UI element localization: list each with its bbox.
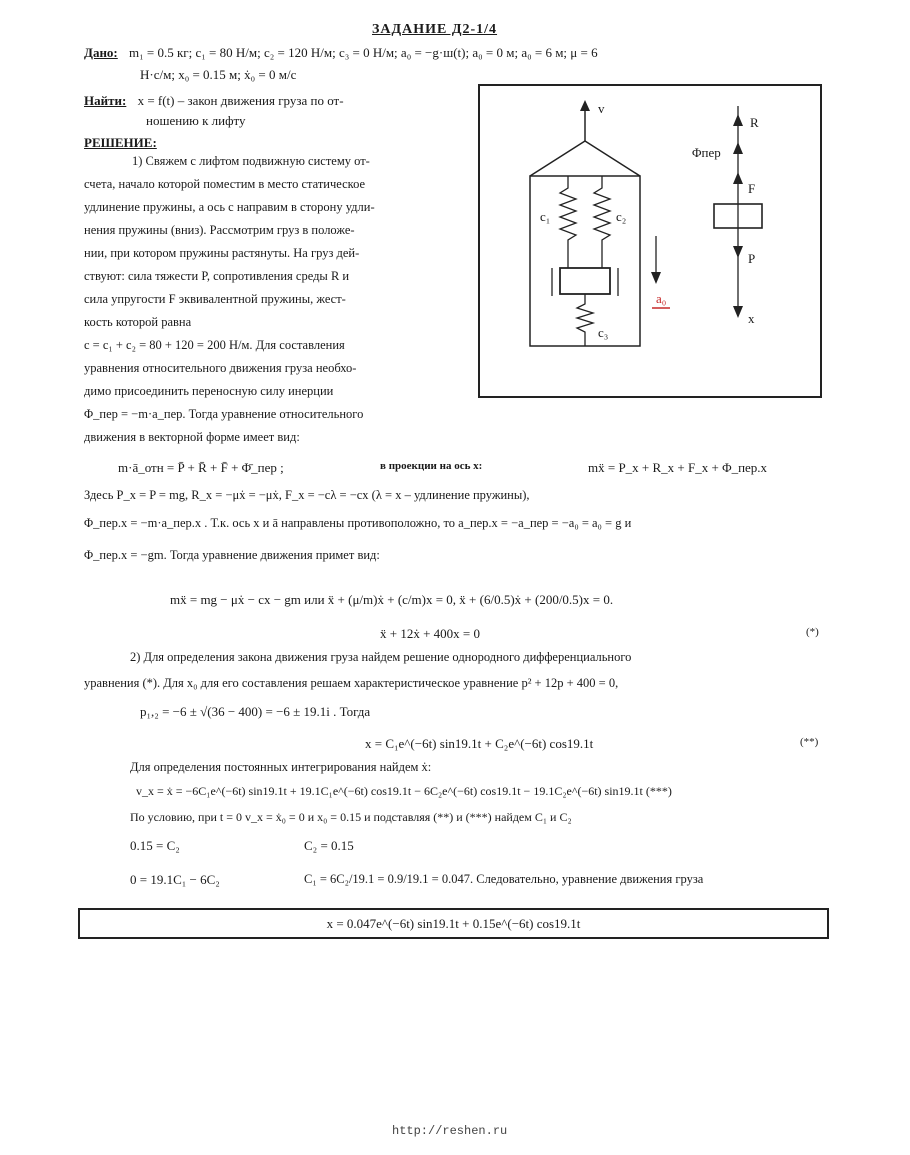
system-eq-2-left: 0 = 19.1C₁ − 6C₂ xyxy=(130,872,220,887)
footer-url: http://reshen.ru xyxy=(392,1124,508,1138)
given-block xyxy=(84,46,598,59)
given-line-2: Н·с/м; x₀ = 0.15 м; ẋ₀ = 0 м/с xyxy=(140,67,297,82)
label-x: x xyxy=(748,311,755,326)
find-block xyxy=(84,94,344,107)
para1-line: димо присоединить переносную силу инерции xyxy=(84,384,334,398)
general-solution: x = C₁e^(−6t) sin19.1t + C₂e^(−6t) cos19.1t xyxy=(365,736,594,751)
para1-line: уравнения относительного движения груза необхо- xyxy=(84,361,357,375)
paragraph-1 xyxy=(84,150,466,449)
derivative-equation: v_x = ẋ = −6C₁e^(−6t) sin19.1t + 19.1C₁e^(−6t) cos19.1t − 6C₂e^(−6t) cos19.1t − 19.1C₂e^(−6t) sin19.1t (***) xyxy=(136,784,672,798)
projection-label: в проекции на ось x: xyxy=(380,460,483,472)
para1-line: движения в векторной форме имеет вид: xyxy=(84,430,300,444)
para1-line: 1) Свяжем с лифтом подвижную систему от- xyxy=(132,154,370,168)
para1-line: счета, начало которой поместим в место статическое xyxy=(84,177,366,191)
mechanism-figure xyxy=(478,84,822,398)
roots-line: p₁,₂ = −6 ± √(36 − 400) = −6 ± 19.1i . Тогда xyxy=(140,704,371,719)
constants-line: Для определения постоянных интегрирования найдем ẋ: xyxy=(130,760,432,774)
system-eq-1-left: 0.15 = C₂ xyxy=(130,838,180,853)
label-P: P xyxy=(748,251,756,266)
para1-line: сила упругости F эквивалентной пружины, жест- xyxy=(84,292,346,306)
inertia-line: Φ_пер.x = −m·a_пер.x . Т.к. ось x и ā направлены противоположно, то a_пер.x = −a_пер = −a₀ = a₀ = g и xyxy=(84,516,632,530)
forces-line: Здесь P_x = P = mg, R_x = −μẋ = −μẋ, F_x = −cλ = −cx (λ = x – удлинение пружины), xyxy=(84,488,530,502)
given-line-1: m₁ = 0.5 кг; c₁ = 80 Н/м; c₂ = 120 Н/м; c₃ = 0 Н/м; a₀ = −g·ш(t); a₀ = 0 м; a₀ = 6 м; μ = 6 xyxy=(129,45,598,60)
find-text-2: ношению к лифту xyxy=(146,113,246,128)
para1-line: нии, при котором пружины растянуты. На груз дей- xyxy=(84,246,360,260)
projection-equation: mẍ = P_x + R_x + F_x + Φ_пер.x xyxy=(588,460,768,475)
label-c1: c₁ xyxy=(540,209,551,224)
para1-line: ствуют: сила тяжести P, сопротивления среды R и xyxy=(84,269,350,283)
system-eq-1-right: C₂ = 0.15 xyxy=(304,838,354,853)
para1-line: нения пружины (вниз). Рассмотрим груз в положе- xyxy=(84,223,355,237)
gen-sol-number: (**) xyxy=(800,736,819,748)
para1-line: кость которой равна xyxy=(84,315,192,329)
stiffness-equation: c = c₁ + c₂ = 80 + 120 = 200 Н/м. Для составления xyxy=(84,338,345,352)
vector-equation: m·ā_отн = P̄ + R̄ + F̄ + Φ̄_пер ; xyxy=(118,460,284,475)
label-c2: c₂ xyxy=(616,209,627,224)
para1-line: Φ_пер = −m·a_пер. Тогда уравнение относительного xyxy=(84,407,364,421)
find-label: Найти: xyxy=(84,93,127,108)
para1-line: удлинение пружины, а ось с направим в сторону удли- xyxy=(84,200,375,214)
answer-equation: x = 0.047e^(−6t) sin19.1t + 0.15e^(−6t) cos19.1t xyxy=(326,915,581,931)
label-c3: c₃ xyxy=(598,325,609,340)
para2-line-1: 2) Для определения закона движения груза найдем решение однородного дифференциального xyxy=(130,650,632,664)
ode-equation-1: mẍ = mg − μẋ − cx − gm или ẍ + (μ/m)ẋ + (c/m)x = 0, ẍ + (6/0.5)ẋ + (200/0.5)x = 0. xyxy=(170,592,614,607)
figure-drawing xyxy=(480,86,820,396)
system-eq-2-right: C₁ = 6C₂/19.1 = 0.9/19.1 = 0.047. Следовательно, уравнение движения груза xyxy=(304,872,704,886)
label-F: F xyxy=(748,181,756,196)
initial-conditions-line: По условию, при t = 0 v_x = ẋ₀ = 0 и x₀ = 0.15 и подставляя (**) и (***) найдем C₁ и C₂ xyxy=(130,810,572,824)
answer-box xyxy=(78,908,829,939)
label-Phi: Φпер xyxy=(692,145,721,160)
label-v: v xyxy=(598,101,605,116)
then-line: Φ_пер.x = −gm. Тогда уравнение движения примет вид: xyxy=(84,548,380,562)
solution-label: РЕШЕНИЕ: xyxy=(84,135,157,150)
label-a0: a₀ xyxy=(656,291,667,306)
label-R: R xyxy=(750,115,759,130)
given-label: Дано: xyxy=(84,45,118,60)
para2-line-2: уравнения (*). Для x₀ для его составления решаем характеристическое уравнение p² + 12p + 400 = 0, xyxy=(84,676,619,690)
doc-title: ЗАДАНИЕ Д2-1/4 xyxy=(372,22,498,37)
ode-equation-2: ẍ + 12ẋ + 400x = 0 xyxy=(380,626,480,641)
find-text: x = f(t) – закон движения груза по от- xyxy=(137,93,344,108)
ode-eq-number: (*) xyxy=(806,626,819,638)
